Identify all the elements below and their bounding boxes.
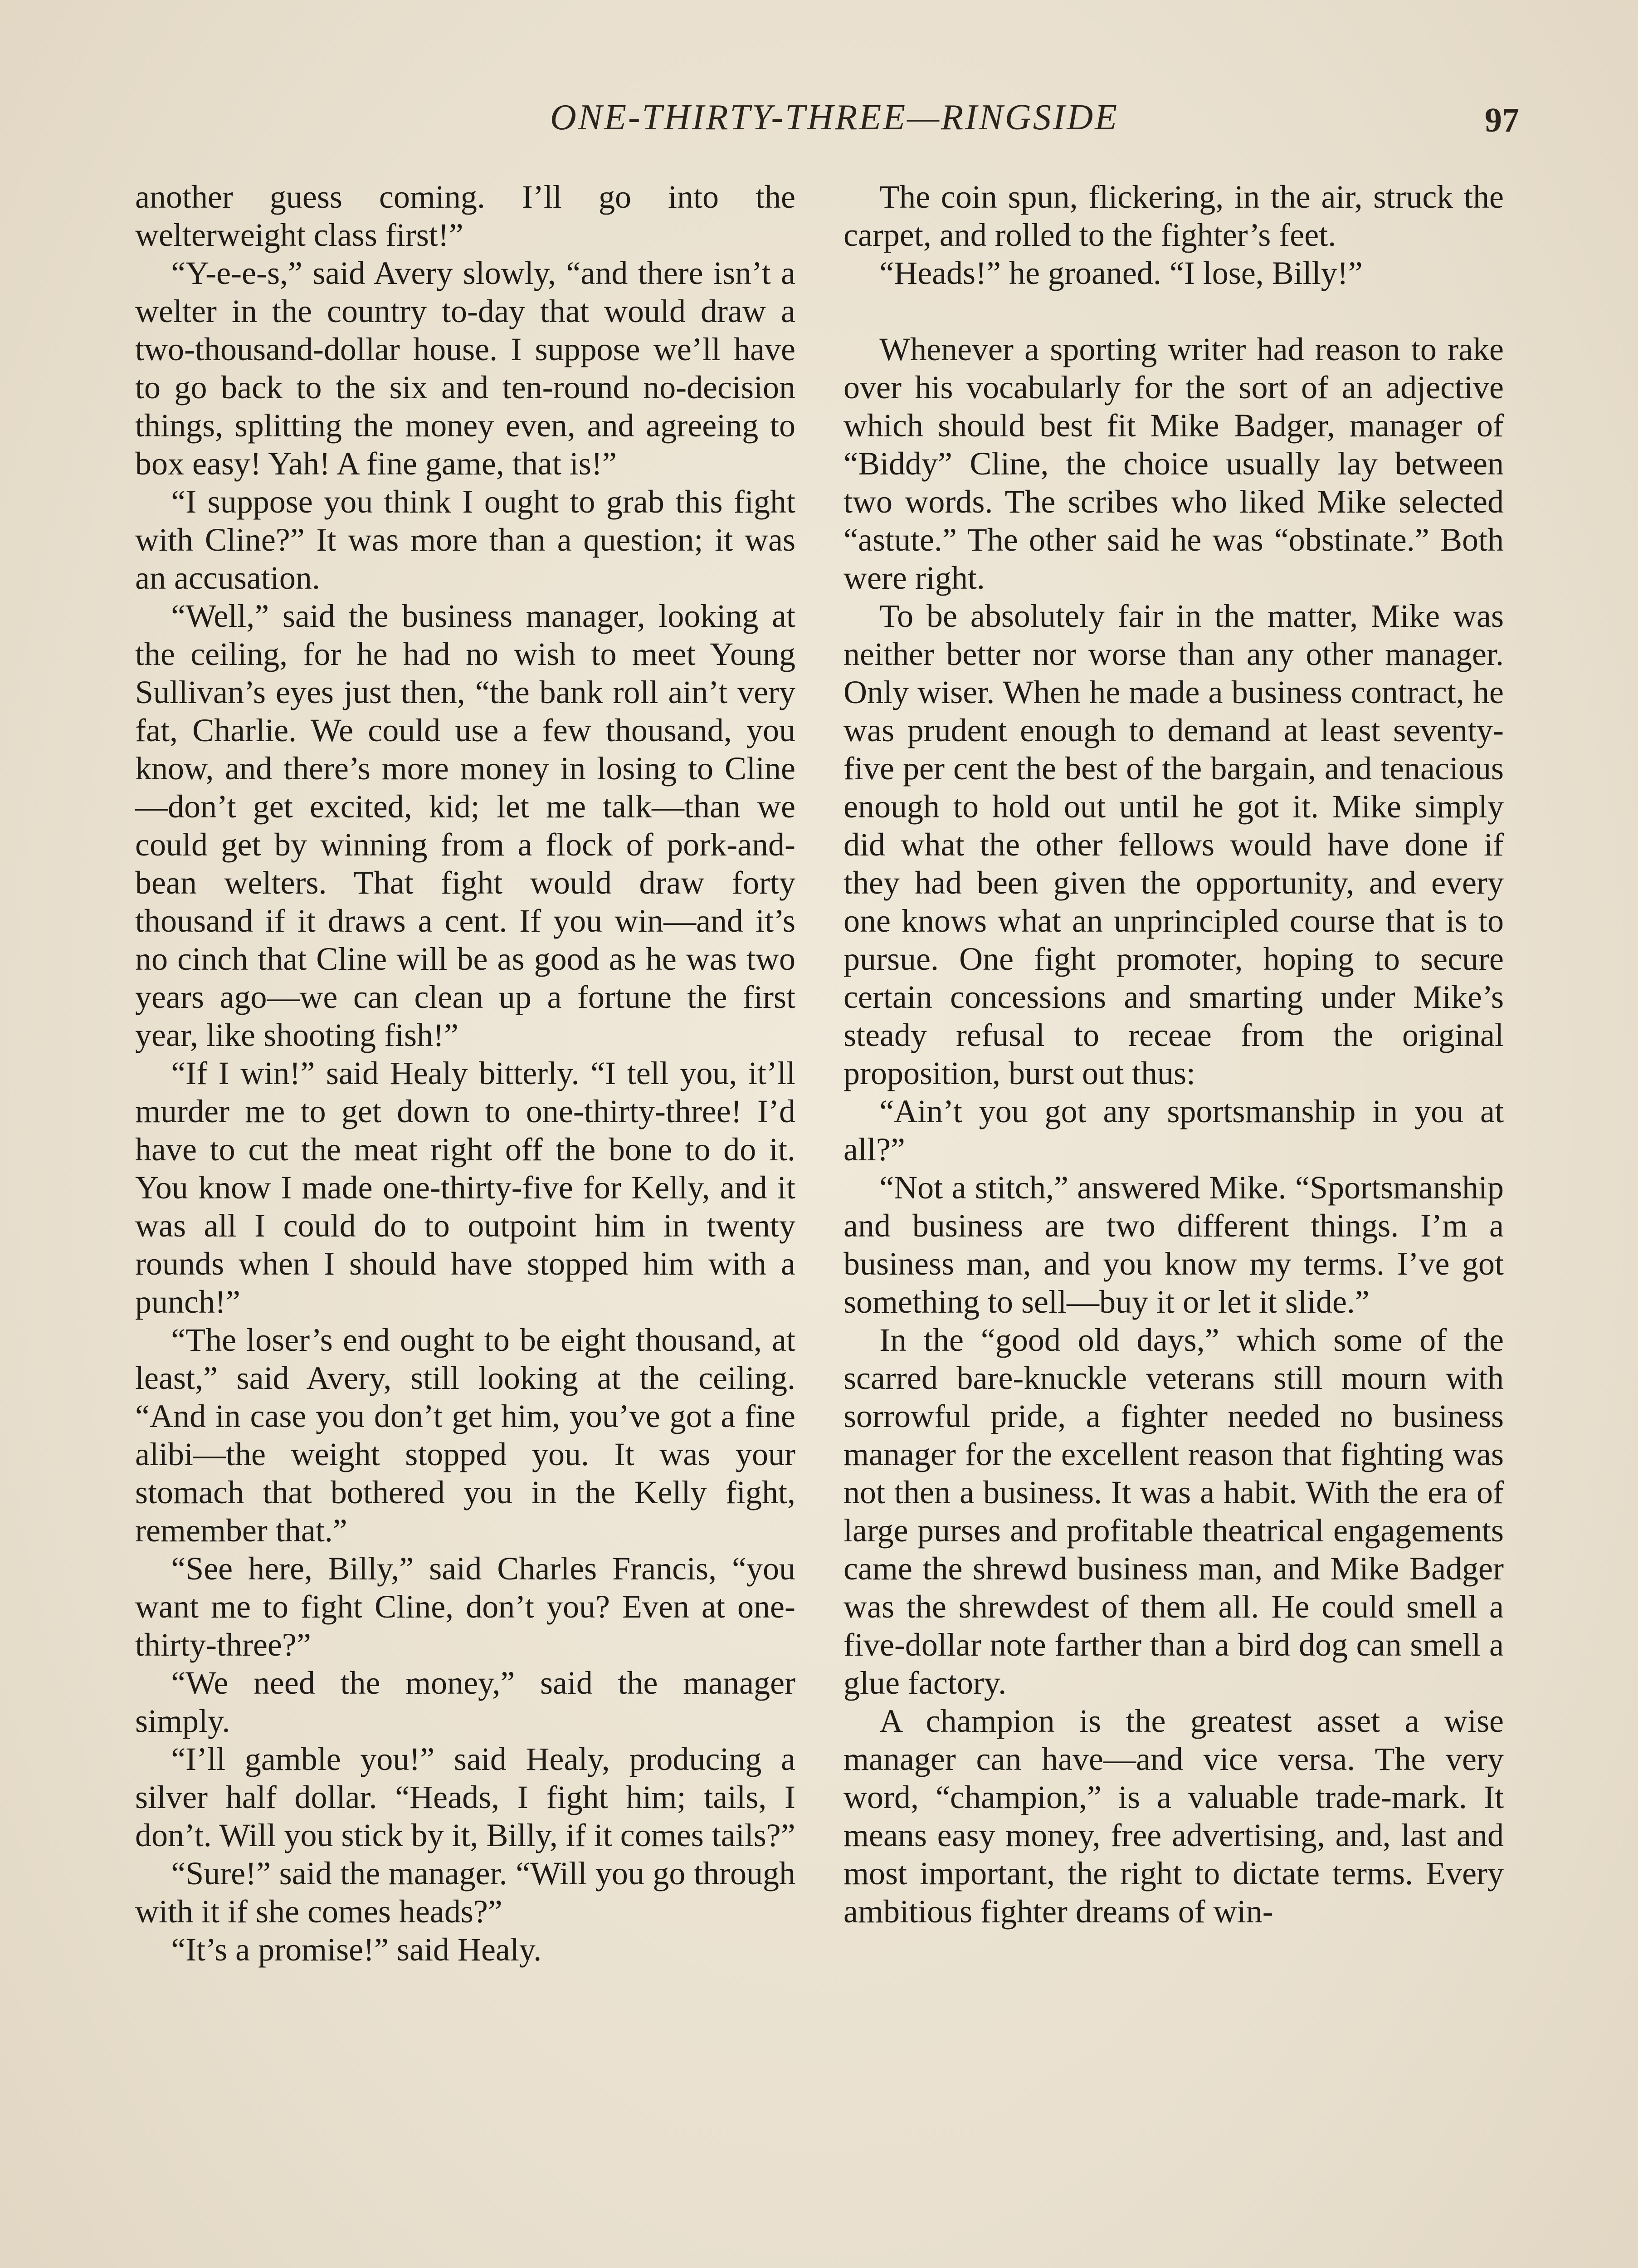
paragraph: “Well,” said the business manager, looking at the ceiling, for he had no wish to meet Young Sullivan’s eyes just then, “the bank roll ain’t very fat, Charlie. We could use a few thousand, you know, and there’s more money in losing to Cline—don’t get excited, kid; let me talk—than we could get by winning from a flock of pork-and-bean welters. That fight would draw forty thousand if it draws a cent. If you win—and it’s no cinch that Cline will be as good as he was two years ago—we can clean up a fortune the first year, like shooting fish!”	[135, 598, 795, 1053]
paragraph: “Sure!” said the manager. “Will you go through with it if she comes heads?”	[135, 1855, 795, 1930]
paragraph: A champion is the greatest asset a wise manager can have—and vice versa. The very word, “champion,” is a valuable trade-mark. It means easy money, free advertising, and, last and most important, the right to dictate terms. Every ambitious fighter dreams of win-	[843, 1703, 1504, 1930]
paragraph: “I suppose you think I ought to grab this fight with Cline?” It was more than a question; it was an accusation.	[135, 484, 795, 596]
running-head: ONE-THIRTY-THREE—RINGSIDE	[550, 98, 1119, 137]
paragraph: “Y-e-e-s,” said Avery slowly, “and there isn’t a welter in the country to-day that would draw a two-thousand-dollar house. I suppose we’ll have to go back to the six and ten-round no-decision things, splitting the money even, and agreeing to box easy! Yah! A fine game, that is!”	[135, 255, 795, 482]
paragraph: “Heads!” he groaned. “I lose, Billy!”	[879, 255, 1363, 291]
paragraph: “It’s a promise!” said Healy.	[171, 1931, 542, 1968]
paragraph: “Not a stitch,” answered Mike. “Sportsmanship and business are two different things. I’m a business man, and you know my terms. I’ve got something to sell—buy it or let it slide.”	[843, 1169, 1504, 1320]
paragraph: “The loser’s end ought to be eight thousand, at least,” said Avery, still looking at the ceiling. “And in case you don’t get him, you’ve got a fine alibi—the weight stopped you. It was your stomach that bothered you in the Kelly fight, remember that.”	[135, 1322, 795, 1549]
paragraph: To be absolutely fair in the matter, Mike was neither better nor worse than any other manager. Only wiser. When he made a business contract, he was prudent enough to demand at least seventy-five per cent the best of the bargain, and tenacious enough to hold out until he got it. Mike simply did what the other fellows would have done if they had been given the opportunity, and every one knows what an unprincipled course that is to pursue. One fight promoter, hoping to secure certain concessions and smarting under Mike’s steady refusal to receae from the original proposition, burst out thus:	[843, 598, 1504, 1091]
paragraph: Whenever a sporting writer had reason to rake over his vocabularly for the sort of an adjective which should best fit Mike Badger, manager of “Biddy” Cline, the choice usually lay between two words. The scribes who liked Mike selected “astute.” The other said he was “obstinate.” Both were right.	[843, 331, 1504, 596]
left-column	[135, 178, 795, 1969]
paragraph: “See here, Billy,” said Charles Francis, “you want me to fight Cline, don’t you? Even at one-thirty-three?”	[135, 1550, 795, 1663]
paragraph: “Ain’t you got any sportsmanship in you at all?”	[843, 1093, 1504, 1168]
paragraph: In the “good old days,” which some of the scarred bare-knuckle veterans still mourn with sorrowful pride, a fighter needed no business manager for the excellent reason that fighting was not then a business. It was a habit. With the era of large purses and profitable theatrical engagements came the shrewd business man, and Mike Badger was the shrewdest of them all. He could smell a five-dollar note farther than a bird dog can smell a glue factory.	[843, 1322, 1504, 1701]
paragraph: The coin spun, flickering, in the air, struck the carpet, and rolled to the fighter’s feet.	[843, 179, 1504, 253]
paragraph: “I’ll gamble you!” said Healy, producing a silver half dollar. “Heads, I fight him; tails, I don’t. Will you stick by it, Billy, if it comes tails?”	[135, 1741, 795, 1853]
paragraph: “If I win!” said Healy bitterly. “I tell you, it’ll murder me to get down to one-thirty-three! I’d have to cut the meat right off the bone to do it. You know I made one-thirty-five for Kelly, and it was all I could do to outpoint him in twenty rounds when I should have stopped him with a punch!”	[135, 1055, 795, 1320]
paragraph: another guess coming. I’ll go into the welterweight class first!”	[135, 179, 795, 253]
paragraph: “We need the money,” said the manager simply.	[135, 1665, 795, 1739]
page-number: 97	[1485, 101, 1519, 139]
right-column	[843, 178, 1504, 1931]
